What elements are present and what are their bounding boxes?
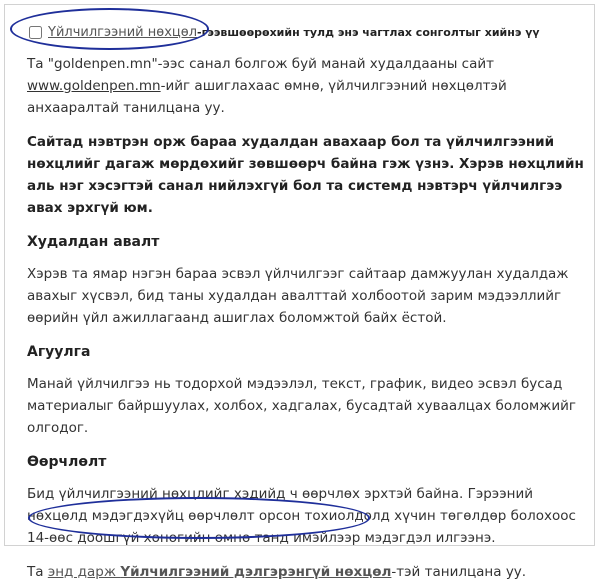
- detailed-terms-link-label: Үйлчилгээний дэлгэрэнгүй нөхцөл: [120, 564, 392, 580]
- section-body-purchase: Хэрэв та ямар нэгэн бараа эсвэл үйлчилгээг сайтаар дамжуулан худалдаж авахыг хүсвэл, бид таны худалдан авалттай холбоотой зарим мэдээллийг өөрийн үйл ажиллагаанд ашиглах боломжтой байх ёстой.: [27, 266, 569, 326]
- bold-notice: Сайтад нэвтрэн орж бараа худалдан авахаар бол та үйлчилгээний нөхцлийг дагаж мөрдөхийг зөвшөөрч байна гэж үзнэ. Хэрэв нөхцлийн аль нэг хэсэгтэй санал нийлэхгүй бол та системд нэвтэрч үйлчилгээ авах эрхгүй юм.: [27, 134, 584, 216]
- section-body-changes: Бид үйлчилгээний нөхцлийг хэдийд ч өөрчлөх эрхтэй байна. Гэрээний нөхцөлд мэдэгдэхүйц өөрчлөлт орсон тохиолдолд хүчин төгөлдөр болохоос 14-өөс доошгүй хоногийн өмнө танд имэйлээр мэдэгдэл илгээнэ.: [27, 486, 576, 546]
- intro-text-after: -ийг ашиглахаас өмнө, үйлчилгээний нөхцөлтэй анхааралтай танилцана уу.: [27, 78, 507, 116]
- footer-text-before: Та: [27, 564, 48, 580]
- terms-content: [27, 21, 587, 583]
- section-body-content: Манай үйлчилгээ нь тодорхой мэдээлэл, текст, график, видео эсвэл бусад материалыг байршуулах, холбох, хадгалах, бусадтай хуваалцах боломжийг олгодог.: [27, 376, 576, 436]
- agree-checkbox-label[interactable]: Үйлчилгээний нөхцөл: [48, 24, 198, 40]
- goldenpen-link[interactable]: www.goldenpen.mn: [27, 78, 161, 94]
- footer-text-after: -тэй танилцана уу.: [391, 564, 527, 580]
- footer-line: [27, 561, 587, 583]
- agree-checkbox-rest: -гээвшөөрөхийн тулд энэ чагтлах сонголтыг хийнэ үү: [197, 25, 540, 39]
- agreement-row: [27, 21, 587, 43]
- section-title-changes: Өөрчлөлт: [27, 454, 107, 470]
- detailed-terms-link-prefix: энд дарж: [47, 564, 121, 580]
- section-title-content: Агуулга: [27, 344, 91, 360]
- agree-checkbox[interactable]: [29, 26, 42, 39]
- intro-text-before: Та "goldenpen.mn"-ээс санал болгож буй манай худалдааны сайт: [27, 56, 495, 72]
- terms-panel: [4, 4, 595, 580]
- intro-paragraph: [27, 53, 587, 119]
- section-title-purchase: Худалдан авалт: [27, 234, 160, 250]
- detailed-terms-link[interactable]: [48, 564, 392, 580]
